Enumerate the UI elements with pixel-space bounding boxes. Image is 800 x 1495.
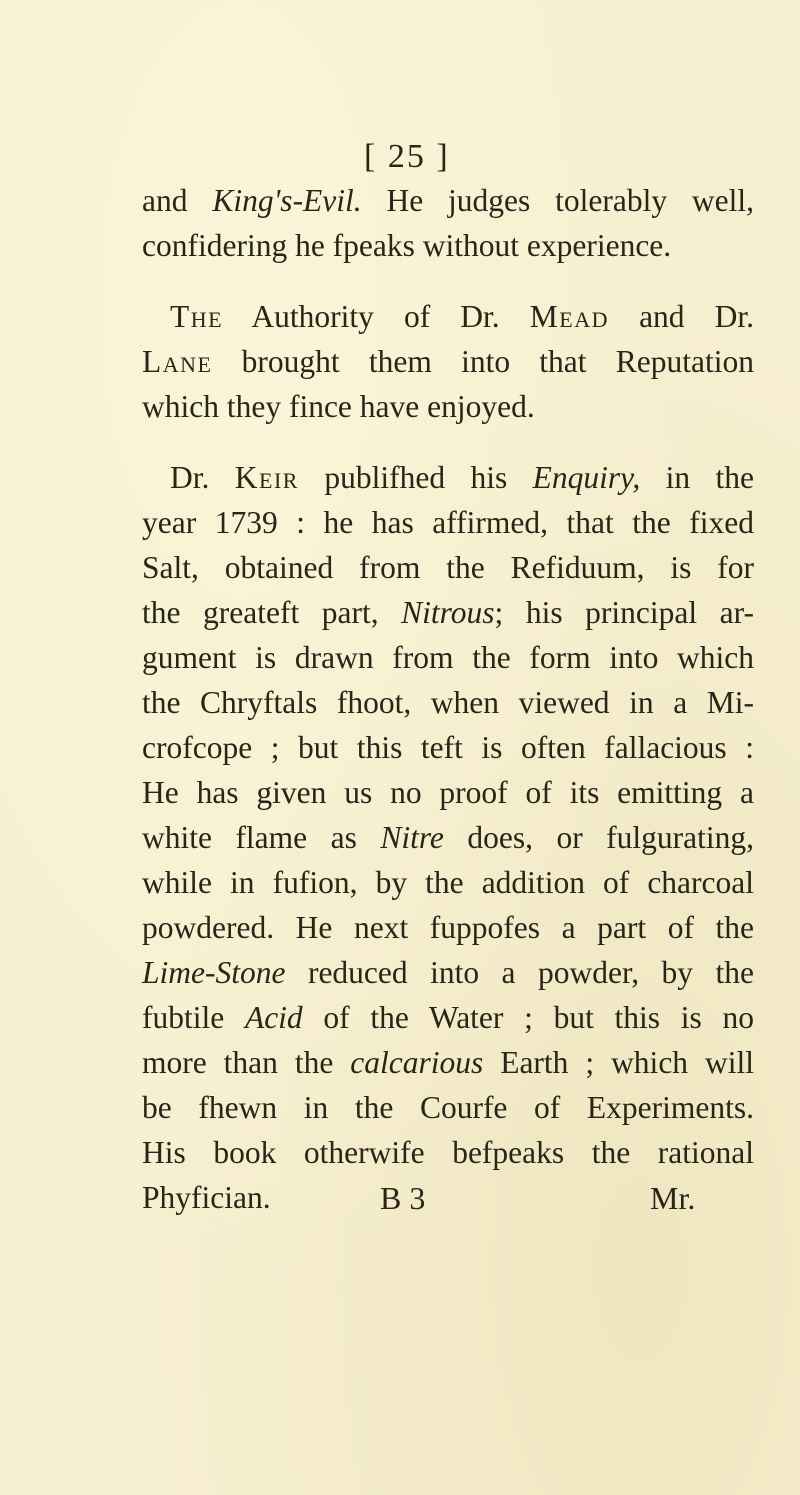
italic-term: Lime-Stone: [142, 955, 286, 990]
text-line: His book otherwife befpeaks the rational: [142, 1135, 754, 1170]
body-text: [142, 178, 754, 1220]
text-line: powdered. He next fuppofes a part of the: [142, 910, 754, 945]
text-line: be fhewn in the Courfe of Experiments.: [142, 1090, 754, 1125]
text-line: gument is drawn from the form into which: [142, 640, 754, 675]
text-line: which they fince have enjoyed.: [142, 389, 535, 424]
italic-term: Nitre: [380, 820, 444, 855]
small-caps-name: Keir: [234, 460, 299, 495]
page-number: [ 25 ]: [364, 138, 450, 175]
italic-term: Nitrous: [401, 595, 495, 630]
text-line: He has given us no proof of its emitting a: [142, 775, 754, 810]
text-line: while in fufion, by the addition of charcoal: [142, 865, 754, 900]
text-line: fubtile Acid of the Water ; but this is no: [142, 1000, 755, 1035]
text-line: white flame as Nitre does, or fulgurating,: [142, 820, 754, 855]
text-line: confidering he fpeaks without experience.: [142, 228, 672, 263]
text-line: Phyfician.: [142, 1180, 271, 1215]
text-line: Salt, obtained from the Refiduum, is for: [142, 550, 754, 585]
text-line: more than the calcarious Earth ; which will: [142, 1045, 754, 1080]
text-line: year 1739 : he has affirmed, that the fixed: [142, 505, 754, 540]
text-line: The Authority of Dr. Mead and Dr.: [170, 299, 755, 334]
text-line: Dr. Keir publifhed his Enquiry, in the: [170, 460, 754, 495]
text-line: Lane brought them into that Reputation: [142, 344, 754, 379]
italic-term: calcarious: [350, 1045, 484, 1080]
text-line: Lime-Stone reduced into a powder, by the: [142, 955, 754, 990]
small-caps-name: Mead: [529, 299, 609, 334]
signature-mark: B 3: [380, 1180, 426, 1216]
italic-term: Enquiry,: [532, 460, 641, 495]
text-line: the greateft part, Nitrous; his principal ar-: [142, 595, 754, 630]
catchword: Mr.: [650, 1180, 696, 1216]
text-line: and King's-Evil. He judges tolerably well,: [142, 183, 754, 218]
italic-term: King's-Evil.: [212, 183, 362, 218]
text-line: the Chryftals fhoot, when viewed in a Mi-: [142, 685, 754, 720]
small-caps-name: Lane: [142, 344, 213, 379]
italic-term: Acid: [244, 1000, 303, 1035]
small-caps-word: The: [170, 299, 224, 334]
text-line: crofcope ; but this teft is often fallacious :: [142, 730, 754, 765]
